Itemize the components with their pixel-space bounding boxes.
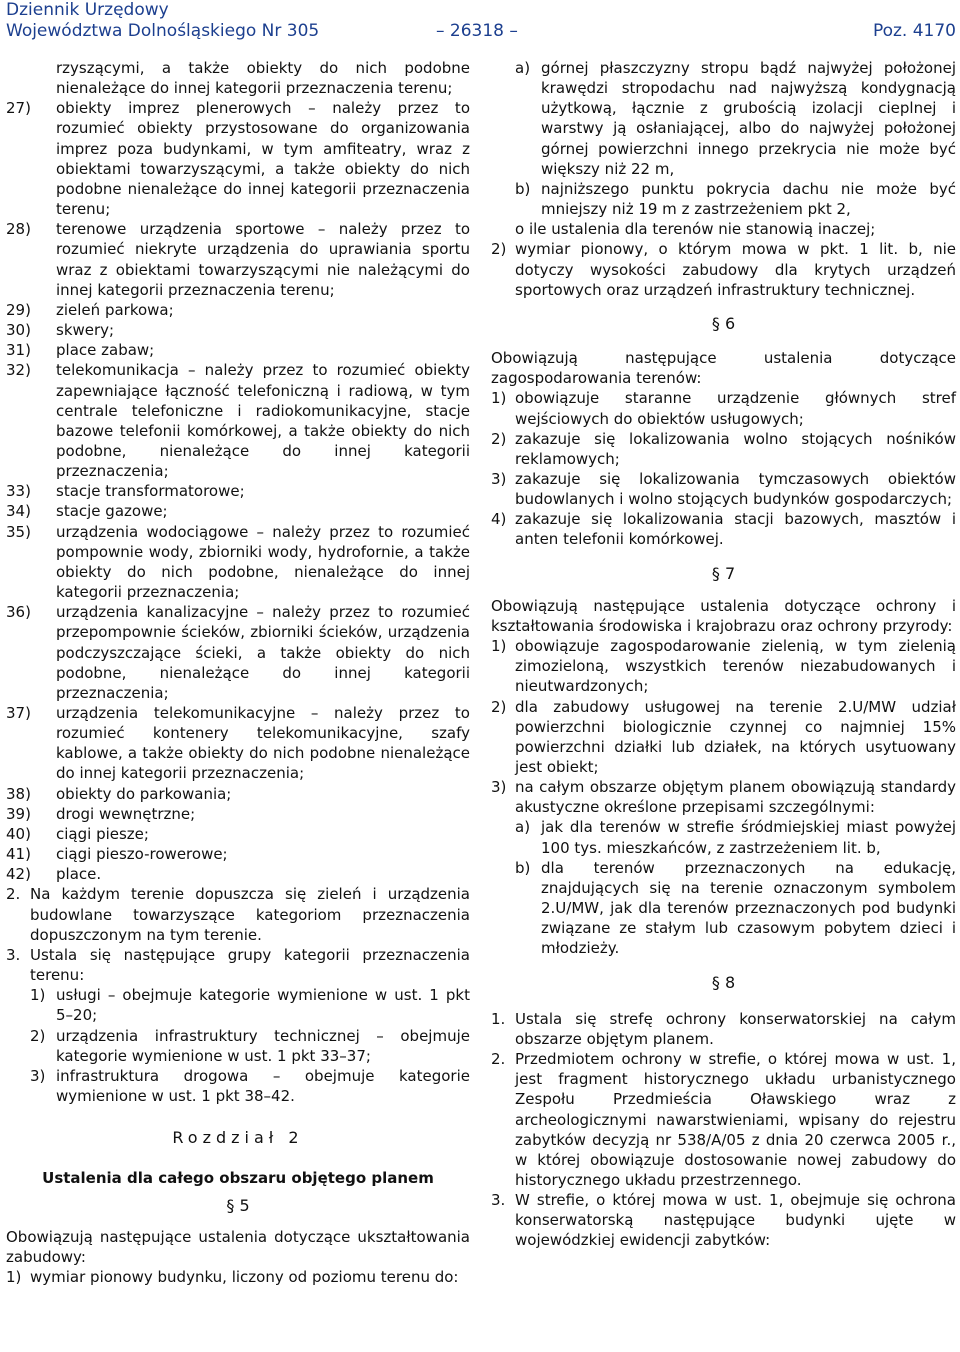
list-item: 37) urządzenia telekomunikacyjne – należy przez to rozumieć kontenery telekomunikacyjne, szafy kablowe, a także obiekty do nich podobne nienależące do innej kategorii przeznaczenia; bbox=[6, 704, 470, 783]
list-item: 32) telekomunikacja – należy przez to rozumieć obiekty zapewniające łączność telefoniczną i radiową, w tym centrale telefoniczne i radiokomunikacyjne, stacje bazowe telefonii komórkowej, a także obiekty do nich podobne, nienależące do innej kategorii przeznaczenia; bbox=[6, 361, 470, 481]
list-item: 3) na całym obszarze objętym planem obowiązują standardy akustyczne określone przepisami szczególnymi: bbox=[491, 778, 956, 817]
position-number: Poz. 4170 bbox=[872, 21, 956, 41]
list-item: 39) drogi wewnętrzne; bbox=[6, 804, 196, 823]
sub-item-a: a) górnej płaszczyzny stropu bądź najwyżej położonej krawędzi stropodachu nad najwyższą kondygnacją użytkową, łącznie z grubością izolacji cieplnej i warstwy ją osłaniającej, albo do najwyżej położonej górnej powierzchni innego przekrycia nie może być większy niż 22 m, bbox=[515, 59, 956, 178]
list-item: 2) urządzenia infrastruktury technicznej – obejmuje kategorie wymienione w ust. 1 pkt 33–37; bbox=[30, 1026, 470, 1065]
continued-text: rzyszącymi, a także obiekty do nich podobne nienależące do innej kategorii przeznaczenia terenu; bbox=[56, 59, 470, 98]
list-item: 27) obiekty imprez plenerowych – należy przez to rozumieć obiekty przystosowane do organizowania imprez poza budynkami, w tym amfiteatry, wraz z obiektami towarzyszącymi, a także obiekty do nich podobne nienależące do innej kategorii przeznaczenia terenu; bbox=[6, 99, 470, 219]
list-item: 34) stacje gazowe; bbox=[6, 502, 168, 521]
section-5-intro: Obowiązują następujące ustalenia dotyczące ukształtowania zabudowy: bbox=[6, 1227, 470, 1266]
list-item: 28) terenowe urządzenia sportowe – należy przez to rozumieć niekryte urządzenia do uprawiania sportu wraz z obiektami towarzyszącymi nie należącymi do innej kategorii przeznaczenia terenu; bbox=[6, 220, 470, 299]
list-item: 2) zakazuje się lokalizowania wolno stojących nośników reklamowych; bbox=[491, 429, 956, 468]
list-item: 4) zakazuje się lokalizowania stacji bazowych, masztów i anten telefonii komórkowej. bbox=[491, 510, 956, 549]
list-item: 3. W strefie, o której mowa w ust. 1, obejmuje się ochrona konserwatorską następujące budynki ujęte w wojewódzkiej ewidencji zabytków: bbox=[491, 1191, 956, 1250]
list-item: 3) infrastruktura drogowa – obejmuje kategorie wymienione w ust. 1 pkt 38–42. bbox=[30, 1066, 470, 1105]
page-number: – 26318 – bbox=[436, 21, 518, 41]
sub-item-tail: o ile ustalenia dla terenów nie stanowią inaczej; bbox=[515, 220, 876, 239]
sub-item-b: b) najniższego punktu pokrycia dachu nie może być mniejszy niż 19 m z zastrzeżeniem pkt 2, bbox=[515, 179, 956, 219]
list-item: 38) obiekty do parkowania; bbox=[6, 784, 232, 803]
list-item: 31) place zabaw; bbox=[6, 341, 155, 360]
list-item: 1) wymiar pionowy budynku, liczony od poziomu terenu do: bbox=[6, 1267, 459, 1286]
list-item: 40) ciągi piesze; bbox=[6, 824, 149, 843]
list-item: 1) obowiązuje zagospodarowanie zielenią, w tym zielenią zimozieloną, wszystkich terenów niezabudowanych i nieutwardzonych; bbox=[491, 637, 956, 696]
list-item: 29) zieleń parkowa; bbox=[6, 300, 174, 319]
left-column bbox=[6, 58, 470, 1287]
chapter-title: Ustalenia dla całego obszaru objętego planem bbox=[42, 1169, 434, 1188]
section-7-heading: § 7 bbox=[711, 563, 736, 583]
section-5-heading: § 5 bbox=[226, 1196, 250, 1216]
list-item: 1) usługi – obejmuje kategorie wymienione w ust. 1 pkt 5–20; bbox=[30, 986, 470, 1025]
journal-title: Dziennik Urzędowy bbox=[6, 0, 169, 20]
chapter-heading: Rozdział 2 bbox=[172, 1128, 304, 1148]
paragraph-3: 3. Ustala się następujące grupy kategorii przeznaczenia terenu: bbox=[6, 945, 470, 985]
sub-item-b: b) dla terenów przeznaczonych na edukację, znajdujących się na terenie oznaczonym symbolem 2.U/MW, jak dla terenów przeznaczonych pod budynki związane ze stałym lub czasowym pobytem dzieci i młodzieży. bbox=[515, 858, 956, 958]
section-6-intro: Obowiązują następujące ustalenia dotyczące zagospodarowania terenów: bbox=[491, 349, 956, 388]
list-item: 2) wymiar pionowy, o którym mowa w pkt. 1 lit. b, nie dotyczy wysokości zabudowy dla krytych urządzeń sportowych oraz urządzeń infrastruktury technicznej. bbox=[491, 240, 956, 299]
section-7-intro: Obowiązują następujące ustalenia dotyczące ochrony i kształtowania środowiska i krajobrazu oraz ochrony przyrody: bbox=[491, 596, 956, 635]
section-6-heading: § 6 bbox=[711, 313, 736, 333]
list-item: 1) obowiązuje staranne urządzenie głównych stref wejściowych do obiektów usługowych; bbox=[491, 389, 956, 428]
list-item: 36) urządzenia kanalizacyjne – należy przez to rozumieć przepompownie ścieków, zbiorniki ścieków, urządzenia podczyszczające ścieki, a także obiekty do nich podobne, nienależące do innej kategorii przeznaczenia; bbox=[6, 603, 470, 702]
list-item: 2) dla zabudowy usługowej na terenie 2.U/MW udział powierzchni biologicznie czynnej co najmniej 15% powierzchni działki lub działek, na których usytuowany jest obiekt; bbox=[491, 697, 956, 776]
paragraph-2: 2. Na każdym terenie dopuszcza się zieleń i urządzenia budowlane towarzyszące kategoriom przeznaczenia dopuszczonym na tym terenie. bbox=[6, 885, 470, 944]
sub-item-a: a) jak dla terenów w strefie śródmiejskiej miast powyżej 100 tys. mieszkańców, z zastrzeżeniem lit. b, bbox=[515, 818, 956, 857]
section-8-heading: § 8 bbox=[711, 972, 736, 992]
definition-list bbox=[6, 98, 470, 884]
list-item: 41) ciągi pieszo-rowerowe; bbox=[6, 845, 228, 864]
page-header bbox=[6, 0, 956, 42]
list-item: 42) place. bbox=[6, 865, 102, 884]
list-item: 3) zakazuje się lokalizowania tymczasowych obiektów budowlanych i wolno stojących budynków gospodarczych; bbox=[491, 469, 956, 509]
right-column bbox=[491, 58, 956, 1251]
list-item: 2. Przedmiotem ochrony w strefie, o której mowa w ust. 1, jest fragment historycznego układu urbanistycznego Zespołu Przedmieścia Oławskiego wraz z archeologicznymi nawarstwieniami, wpisany do rejestru zabytków decyzją nr 538/A/05 z dnia 20 czerwca 2005 r., w której obowiązuje dostosowanie nowej zabudowy do historycznego układu przestrzennego. bbox=[491, 1050, 956, 1189]
list-item: 35) urządzenia wodociągowe – należy przez to rozumieć pompownie wody, zbiorniki wody, hydrofornie, a także obiekty do nich podobne, nienależące do innej kategorii przeznaczenia; bbox=[6, 522, 470, 602]
list-item: 1. Ustala się strefę ochrony konserwatorskiej na całym obszarze objętym planem. bbox=[491, 1009, 956, 1048]
list-item: 30) skwery; bbox=[6, 321, 115, 340]
list-item: 33) stacje transformatorowe; bbox=[6, 482, 245, 501]
header-row bbox=[6, 21, 956, 42]
journal-issue: Województwa Dolnośląskiego Nr 305 bbox=[6, 21, 320, 41]
